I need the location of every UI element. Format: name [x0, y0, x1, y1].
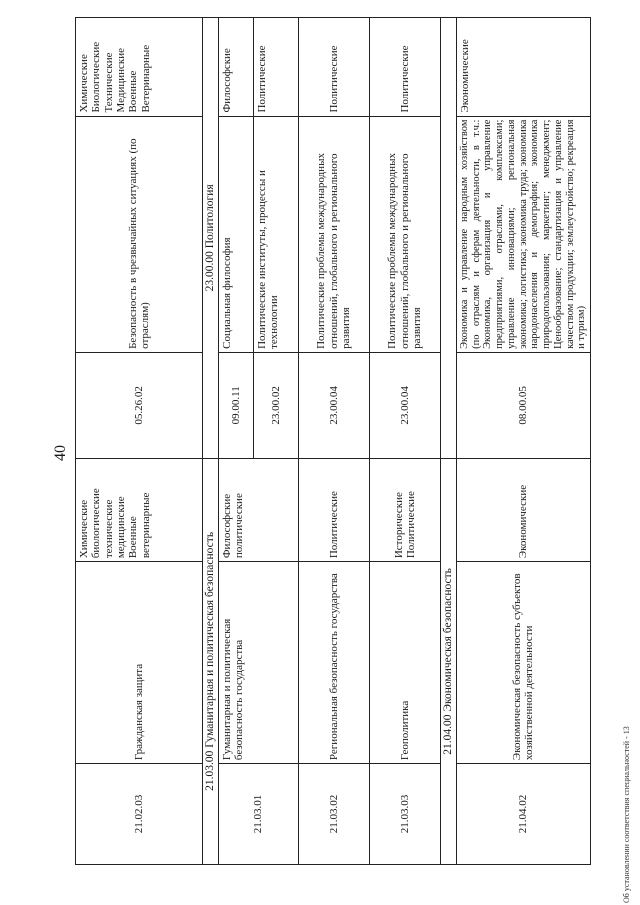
field-item: Экономические: [458, 39, 471, 113]
section-title-new: [440, 18, 456, 459]
field-item: политические: [233, 493, 246, 559]
new-science-fields: [76, 18, 203, 117]
new-science-fields: [218, 18, 253, 117]
old-specialty-code: 21.03.01: [218, 764, 298, 865]
old-science-fields: [298, 458, 369, 561]
old-science-fields: [369, 458, 440, 561]
field-item: Политические: [255, 45, 268, 113]
old-science-fields: [76, 458, 203, 561]
page-number: 40: [52, 445, 69, 461]
field-item: Военные: [127, 70, 140, 113]
field-item: ветеринарные: [139, 492, 152, 559]
table-row: [76, 18, 203, 865]
old-science-fields: [218, 458, 298, 561]
new-specialty-code: 23.00.02: [253, 352, 298, 458]
field-item: Технические: [102, 52, 115, 113]
section-title-old: 21.03.00 Гуманитарная и политическая безопасность: [203, 458, 219, 864]
table-row: [298, 18, 369, 865]
old-specialty-code: 21.02.03: [76, 764, 203, 865]
old-science-fields: [456, 458, 590, 561]
field-item: Политические: [398, 45, 411, 113]
section-header-row: [203, 18, 219, 865]
old-specialty-name: Геополитика: [369, 562, 440, 764]
table-row: [456, 18, 590, 865]
field-item: Экономические: [517, 484, 530, 559]
new-specialty-code: 08.00.05: [456, 352, 590, 458]
field-item: биологические: [90, 488, 103, 559]
old-specialty-name: Региональная безопасность государства: [298, 562, 369, 764]
old-specialty-name: Гражданская защита: [76, 562, 203, 764]
field-item: Исторические: [392, 492, 405, 559]
field-item: медицинские: [114, 496, 127, 559]
page-footer: Об установлении соответствия специальностей - 13: [622, 726, 631, 903]
field-item: технические: [102, 499, 115, 559]
new-science-fields: [369, 18, 440, 117]
field-item: Ветеринарные: [139, 44, 152, 113]
new-specialty-name: Безопасность в чрезвычайных ситуациях (по отраслям): [76, 116, 203, 352]
field-item: Философские: [220, 48, 233, 113]
old-specialty-code: 21.03.02: [298, 764, 369, 865]
field-item: Политические: [327, 491, 340, 559]
field-item: Биологические: [90, 41, 103, 113]
new-specialty-name: Экономика и управление народным хозяйством (по отраслям и сферам деятельности, в т.ч.: Экономика, организация и управление предприятиями, отраслями, комплексами; управление инновациями; региональная экономика; логистика; экономика труда; экономика народонаселения и демография; экономика природопользования; маркетинг; менеджмент; Ценообразование; стандартизация и управление качеством продукции; землеустройство; рекреация и туризм): [456, 116, 590, 352]
new-science-fields: [298, 18, 369, 117]
field-item: Политические: [404, 491, 417, 559]
table-row: [369, 18, 440, 865]
old-specialty-name: Гуманитарная и политическая безопасность государства: [218, 562, 298, 764]
old-specialty-name: Экономическая безопасность субъектов хозяйственной деятельности: [456, 562, 590, 764]
field-item: Политические: [327, 45, 340, 113]
old-specialty-code: 21.03.03: [369, 764, 440, 865]
table-row: [218, 18, 253, 865]
new-specialty-code: 23.00.04: [298, 352, 369, 458]
field-item: Химические: [78, 54, 90, 113]
new-specialty-code: 05.26.02: [76, 352, 203, 458]
new-specialty-name: Социальная философия: [218, 116, 253, 352]
section-title-new: 23.00.00 Политология: [203, 18, 219, 459]
new-science-fields: [456, 18, 590, 117]
field-item: Военные: [127, 516, 140, 559]
new-specialty-name: Политические институты, процессы и технологии: [253, 116, 298, 352]
section-header-row: [440, 18, 456, 865]
field-item: Медицинские: [114, 48, 127, 113]
new-specialty-code: 23.00.04: [369, 352, 440, 458]
field-item: Философские: [220, 493, 233, 559]
section-title-old: 21.04.00 Экономическая безопасность: [440, 458, 456, 864]
old-specialty-code: 21.04.02: [456, 764, 590, 865]
new-specialty-code: 09.00.11: [218, 352, 253, 458]
field-item: Химические: [78, 499, 90, 559]
new-science-fields: [253, 18, 298, 117]
specialty-correspondence-table: [75, 17, 591, 865]
new-specialty-name: Политические проблемы международных отношений, глобального и регионального развития: [369, 116, 440, 352]
new-specialty-name: Политические проблемы международных отношений, глобального и регионального развития: [298, 116, 369, 352]
